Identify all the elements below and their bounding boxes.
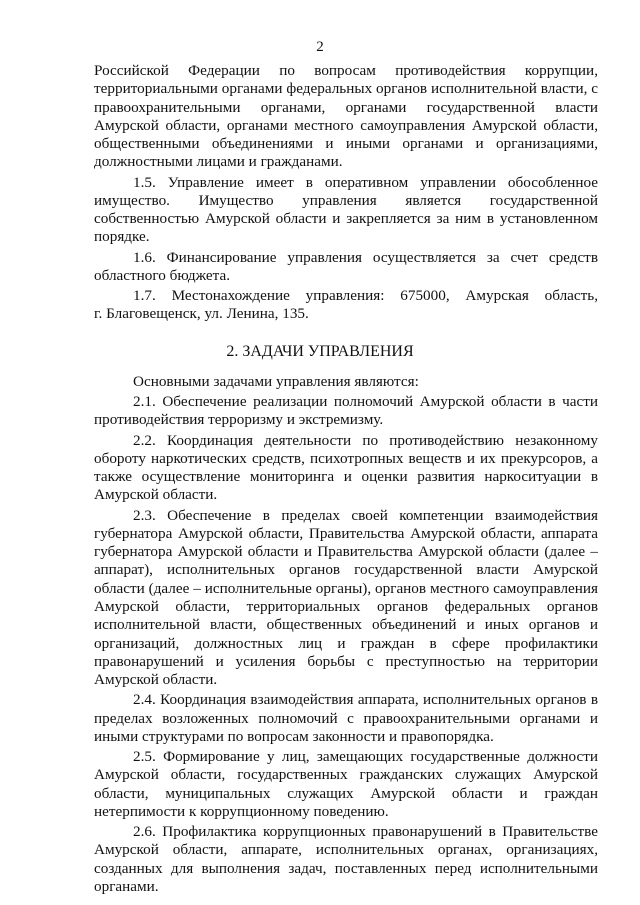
text-line: области (далее – исполнительные органы), органов местного самоуправления: [94, 580, 598, 597]
text-line: 2.3. Обеспечение в пределах своей компетенции взаимодействия: [133, 507, 598, 524]
text-line: имущество. Имущество управления является государственной: [94, 192, 598, 209]
text-line: Амурской области.: [94, 486, 218, 503]
section-heading: 2. ЗАДАЧИ УПРАВЛЕНИЯ: [226, 343, 414, 360]
text-line: Амурской области, государственных гражданских служащих Амурской: [94, 766, 598, 783]
text-line: 1.5. Управление имеет в оперативном управлении обособленное: [133, 174, 598, 191]
text-line: губернатора Амурской области, Правительства Амурской области, аппарата: [94, 525, 598, 542]
text-line: губернатора Амурской области и Правительства Амурской области (далее –: [94, 543, 598, 560]
text-line: Амурской области, территориальных органов федеральных органов: [94, 598, 598, 615]
text-line: Российской Федерации по вопросам противодействия коррупции,: [94, 62, 598, 79]
text-line: 2.6. Профилактика коррупционных правонарушений в Правительстве: [133, 823, 598, 840]
text-line: 2.1. Обеспечение реализации полномочий Амурской области в части: [133, 393, 598, 410]
text-line: должностными лицами и гражданами.: [94, 153, 343, 170]
text-line: правоохранительными органами, органами государственной власти: [94, 99, 598, 116]
text-line: Амурской области.: [94, 671, 218, 688]
text-line: области, муниципальных служащих Амурской области и граждан: [94, 785, 598, 802]
text-line: Амурской области, органами местного самоуправления Амурской области,: [94, 117, 598, 134]
text-line: 1.7. Местонахождение управления: 675000, Амурская область,: [133, 287, 598, 304]
text-line: обороту наркотических средств, психотропных веществ и их прекурсоров, а: [94, 450, 598, 467]
text-line: общественными объединениями и иными органами и организациями,: [94, 135, 598, 152]
text-line: г. Благовещенск, ул. Ленина, 135.: [94, 305, 309, 322]
text-line: аппарат), исполнительных органов государственной власти Амурской: [94, 561, 598, 578]
text-line: пределах возложенных полномочий с правоохранительными органами и: [94, 710, 598, 727]
text-line: также осуществление мониторинга и оценки развития наркоситуации в: [94, 468, 598, 485]
text-line: правонарушений и усиления борьбы с преступностью на территории: [94, 653, 598, 670]
text-line: Амурской области, аппарате, исполнительных органах, организациях,: [94, 841, 598, 858]
text-line: противодействия терроризму и экстремизму.: [94, 411, 384, 428]
text-line: 2.4. Координация взаимодействия аппарата, исполнительных органов в: [133, 691, 598, 708]
text-line: порядке.: [94, 228, 150, 245]
text-line: территориальными органами федеральных органов исполнительной власти, с: [94, 80, 598, 97]
text-line: 2.2. Координация деятельности по противодействию незаконному: [133, 432, 598, 449]
text-line: иными структурами по вопросам законности и правопорядка.: [94, 728, 494, 745]
text-line: исполнительной власти, общественных объединений и иных органов и: [94, 616, 598, 633]
text-line: 1.6. Финансирование управления осуществляется за счет средств: [133, 249, 598, 266]
text-line: собственностью Амурской области и закрепляется за ним в установленном: [94, 210, 598, 227]
text-line: Основными задачами управления являются:: [133, 373, 419, 390]
text-line: созданных для выполнения задач, поставленных перед исполнительными: [94, 860, 598, 877]
text-line: областного бюджета.: [94, 267, 231, 284]
text-line: 2.5. Формирование у лиц, замещающих государственные должности: [133, 748, 598, 765]
text-line: органами.: [94, 878, 159, 895]
text-line: нетерпимости к коррупционному поведению.: [94, 803, 389, 820]
text-line: организаций, должностных лиц и граждан в сфере профилактики: [94, 635, 598, 652]
page-number: 2: [316, 39, 324, 55]
